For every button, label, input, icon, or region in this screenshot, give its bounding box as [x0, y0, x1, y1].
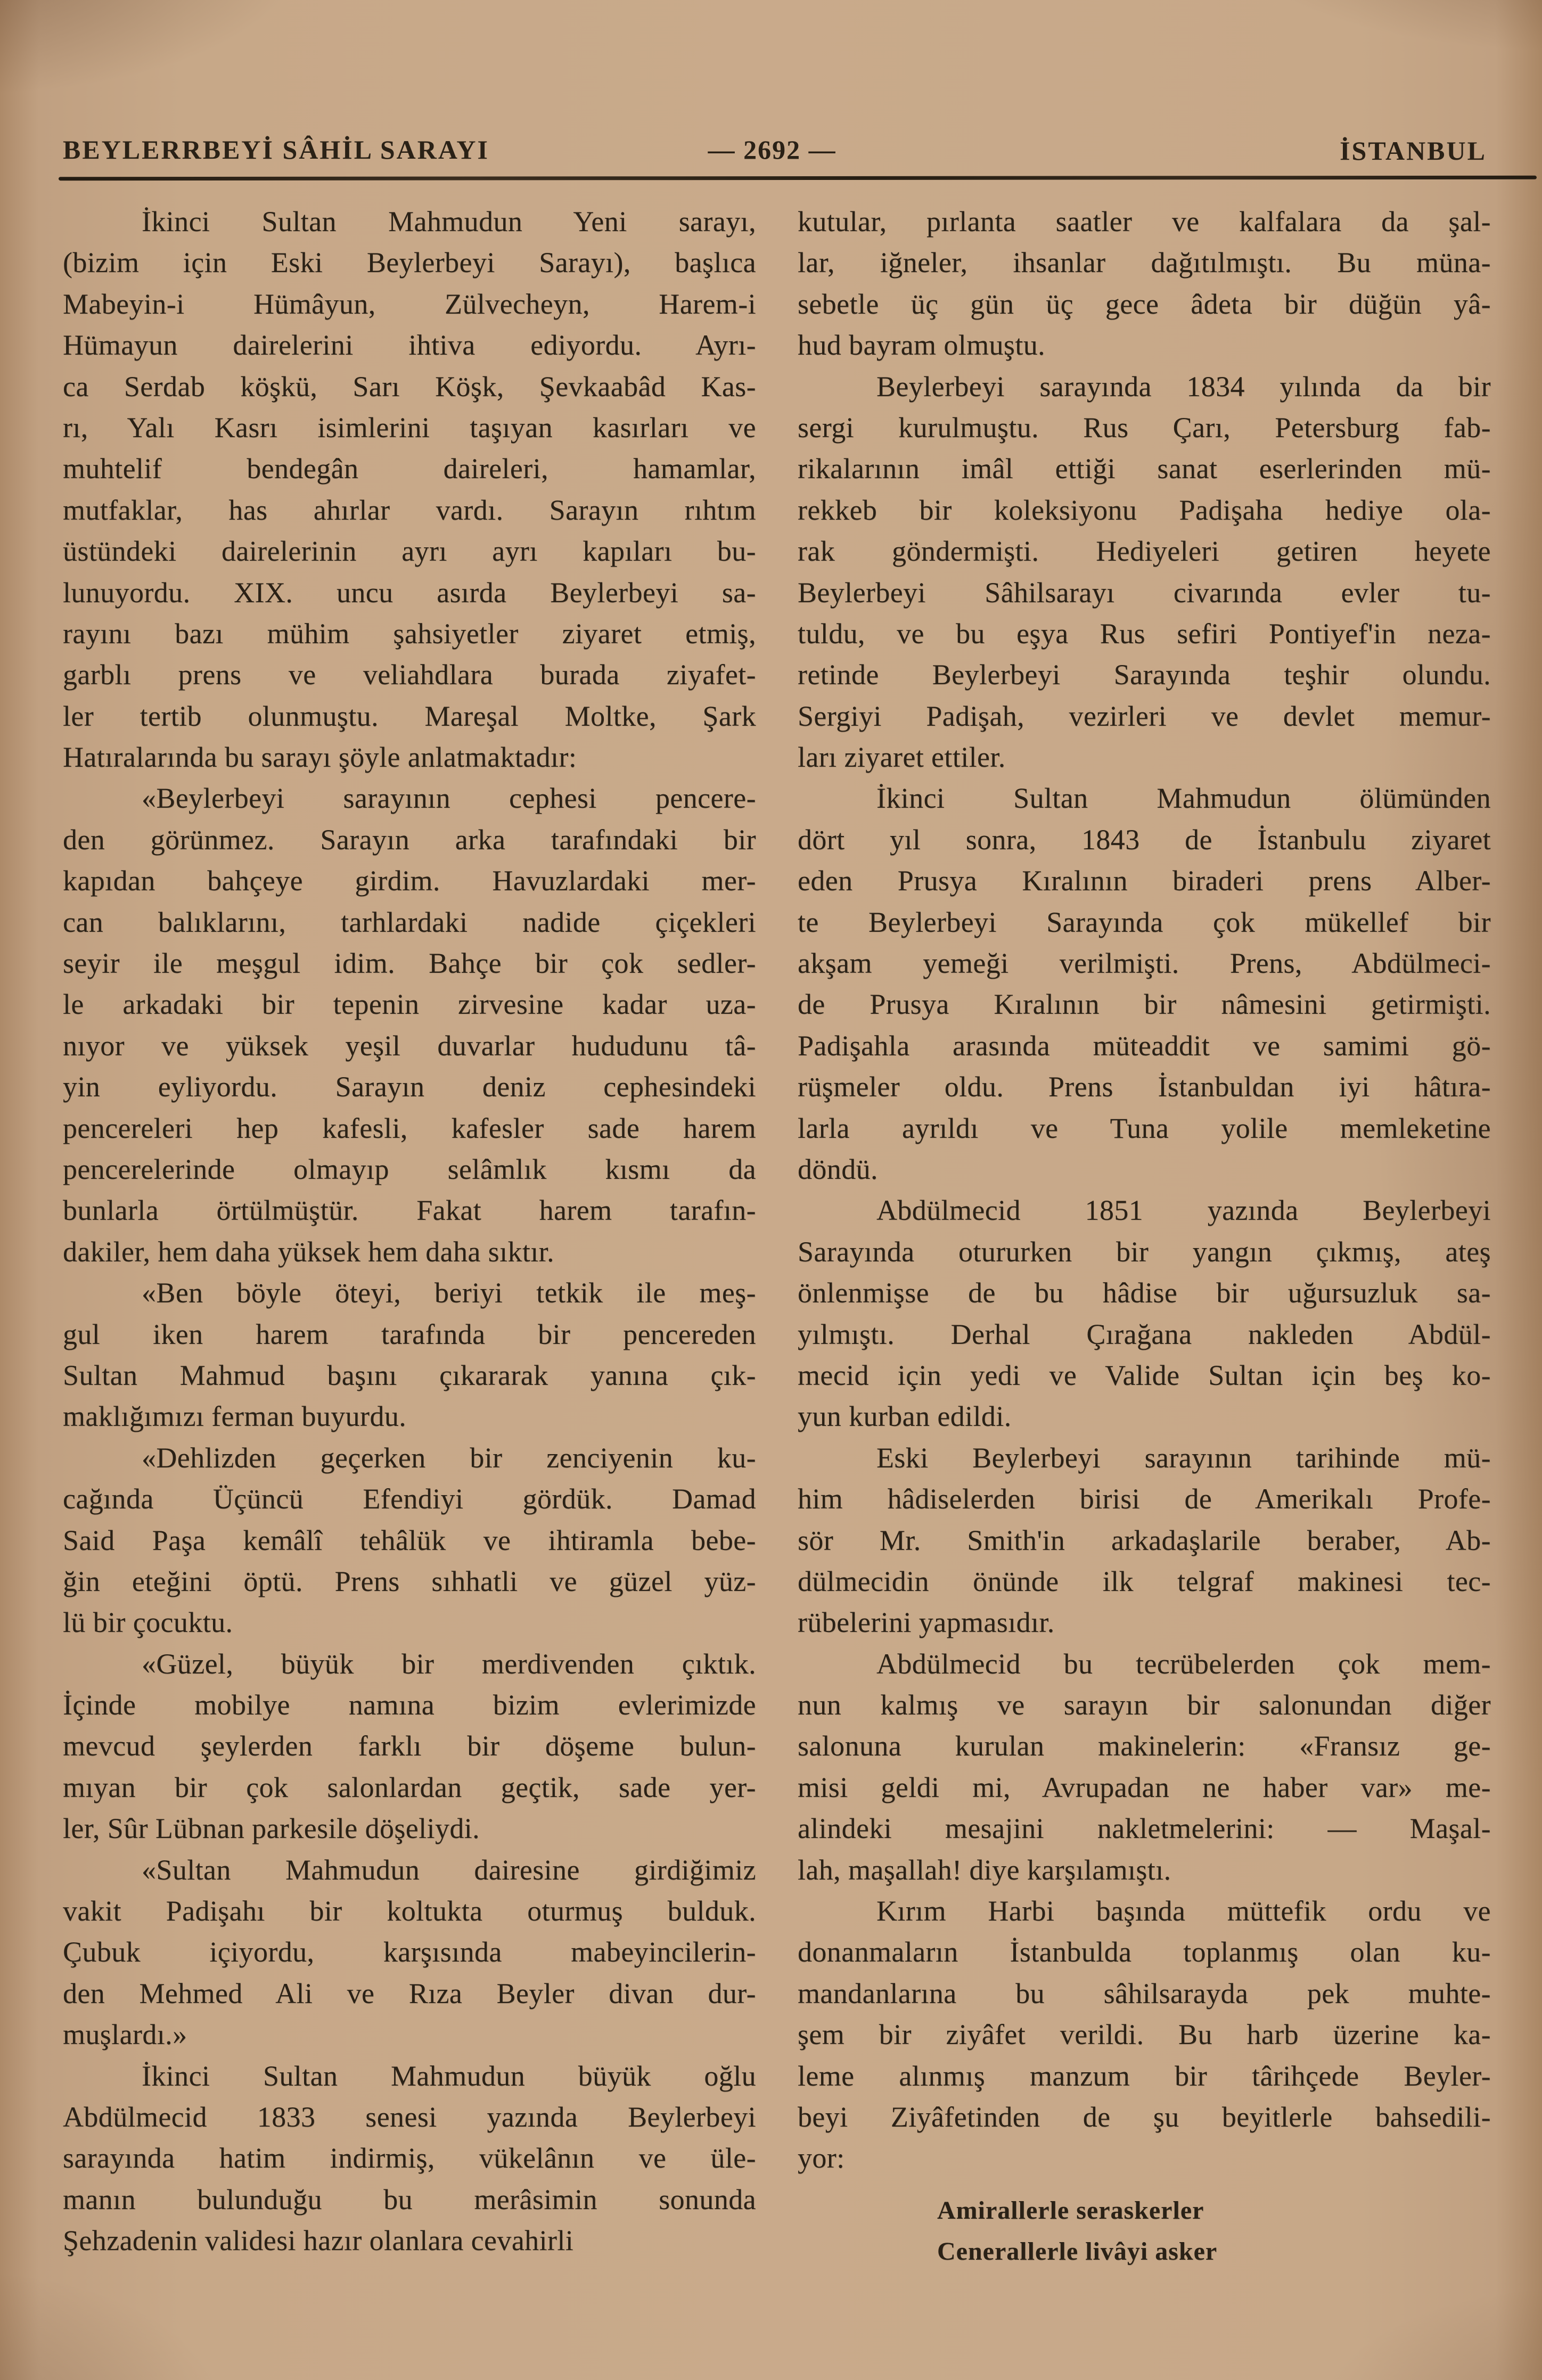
- paragraph: [798, 1190, 1491, 1437]
- paragraph: [63, 1644, 756, 1850]
- text-line: rübelerini yapmasıdır.: [798, 1606, 1055, 1639]
- text-line: misi geldi mi, Avrupadan ne haber var» me-: [798, 1771, 1491, 1803]
- text-line: Padişahla arasında müteaddit ve samimi gö-: [798, 1029, 1491, 1062]
- text-line: Amirallerle seraskerler: [937, 2196, 1204, 2225]
- text-line: döndü.: [798, 1153, 878, 1185]
- text-line: te Beylerbeyi Sarayında çok mükellef bir: [798, 906, 1491, 938]
- text-line: mandanlarına bu sâhilsarayda pek muhte-: [798, 1977, 1491, 2009]
- text-line: Çubuk içiyordu, karşısında mabeyincilerin-: [63, 1936, 756, 1968]
- text-line: lunuyordu. XIX. uncu asırda Beylerbeyi sa-: [63, 576, 756, 609]
- text-line: Şehzadenin validesi hazır olanlara cevahirli: [63, 2225, 574, 2257]
- text-line: İkinci Sultan Mahmudun ölümünden: [876, 782, 1491, 815]
- text-line: tuldu, ve bu eşya Rus sefiri Pontiyef'in neza-: [798, 617, 1491, 650]
- text-line: salonuna kurulan makinelerin: «Fransız ge-: [798, 1730, 1491, 1762]
- text-line: Sarayında otururken bir yangın çıkmış, ateş: [798, 1235, 1491, 1268]
- text-line: gul iken harem tarafında bir pencereden: [63, 1318, 756, 1350]
- text-line: alindeki mesajini nakletmelerini: — Maşal-: [798, 1812, 1491, 1845]
- paragraph: [798, 366, 1491, 778]
- text-line: Abdülmecid 1833 senesi yazında Beylerbeyi: [63, 2100, 756, 2133]
- text-line: Abdülmecid 1851 yazında Beylerbeyi: [876, 1194, 1491, 1227]
- text-line: «Dehlizden geçerken bir zenciyenin ku-: [142, 1441, 756, 1474]
- text-line: pencerelerinde olmayıp selâmlık kısmı da: [63, 1153, 756, 1185]
- text-line: Sergiyi Padişah, vezirleri ve devlet memur-: [798, 700, 1491, 732]
- text-line: Hatıralarında bu sarayı şöyle anlatmaktadır:: [63, 741, 577, 774]
- header-rule: [59, 176, 1537, 180]
- text-line: yun kurban edildi.: [798, 1400, 1012, 1433]
- text-line: Mabeyin-i Hümâyun, Zülvecheyn, Harem-i: [63, 288, 756, 320]
- page-header: [63, 134, 1487, 168]
- paragraph: [798, 1438, 1491, 1644]
- text-line: lü bir çocuktu.: [63, 1606, 233, 1639]
- text-line: dört yıl sonra, 1843 de İstanbulu ziyaret: [798, 823, 1491, 856]
- text-line: muşlardı.»: [63, 2018, 187, 2051]
- text-line: mecid için yedi ve Valide Sultan için beş ko-: [798, 1359, 1491, 1391]
- text-line: üstündeki dairelerinin ayrı ayrı kapıları bu-: [63, 535, 756, 568]
- text-line: yor:: [798, 2142, 845, 2174]
- paragraph: [63, 1438, 756, 1644]
- text-line: sarayında hatim indirmiş, vükelânın ve üle-: [63, 2142, 756, 2174]
- text-line: nun kalmış ve sarayın bir salonundan diğer: [798, 1689, 1491, 1721]
- text-line: beyi Ziyâfetinden de şu beyitlerle bahsedili-: [798, 2100, 1491, 2133]
- paragraph: [63, 1850, 756, 2056]
- text-line: Abdülmecid bu tecrübelerden çok mem-: [876, 1647, 1491, 1680]
- text-line: garblı prens ve veliahdlara burada ziyafet-: [63, 659, 756, 691]
- text-line: manın bulunduğu bu merâsimin sonunda: [63, 2183, 756, 2215]
- text-line: Hümayun dairelerini ihtiva ediyordu. Ayrı-: [63, 329, 756, 362]
- text-line: den Mehmed Ali ve Rıza Beyler divan dur-: [63, 1977, 756, 2009]
- text-line: ler tertib olunmuştu. Mareşal Moltke, Şark: [63, 700, 756, 732]
- text-line: rikalarının imâl ettiği sanat eserlerinden mü-: [798, 453, 1491, 485]
- text-line: rak göndermişti. Hediyeleri getiren heyete: [798, 535, 1491, 568]
- text-line: donanmaların İstanbulda toplanmış olan ku-: [798, 1936, 1491, 1968]
- paragraph: [798, 1644, 1491, 1891]
- text-line: sebetle üç gün üç gece âdeta bir düğün yâ-: [798, 288, 1491, 320]
- text-line: yılmıştı. Derhal Çırağana nakleden Abdül-: [798, 1318, 1491, 1350]
- text-line: ları ziyaret ettiler.: [798, 741, 1006, 774]
- text-line: mevcud şeylerden farklı bir döşeme bulun-: [63, 1730, 756, 1762]
- paragraph: [798, 778, 1491, 1190]
- text-line: larla ayrıldı ve Tuna yolile memleketine: [798, 1112, 1491, 1144]
- text-line: Eski Beylerbeyi sarayının tarihinde mü-: [876, 1441, 1491, 1474]
- article-body: [63, 201, 1491, 2272]
- text-line: leme alınmış manzum bir târihçede Beyler-: [798, 2059, 1491, 2092]
- text-line: önlenmişse de bu hâdise bir uğursuzluk sa-: [798, 1277, 1491, 1309]
- text-line: İkinci Sultan Mahmudun büyük oğlu: [142, 2059, 756, 2092]
- text-line: de Prusya Kıralının bir nâmesini getirmişti.: [798, 988, 1491, 1021]
- text-line: kutular, pırlanta saatler ve kalfalara da şal-: [798, 206, 1491, 237]
- text-line: muhtelif bendegân daireleri, hamamlar,: [63, 453, 756, 485]
- paragraph: [63, 201, 756, 778]
- text-line: rayını bazı mühim şahsiyetler ziyaret etmiş,: [63, 617, 756, 650]
- text-line: hud bayram olmuştu.: [798, 329, 1046, 362]
- page-number: — 2692 —: [708, 135, 836, 165]
- text-line: rüşmeler oldu. Prens İstanbuldan iyi hâtıra-: [798, 1071, 1491, 1103]
- text-line: rekkeb bir koleksiyonu Padişaha hediye ola-: [798, 494, 1491, 526]
- text-line: ca Serdab köşkü, Sarı Köşk, Şevkaabâd Kas-: [63, 370, 756, 403]
- text-line: vakit Padişahı bir koltukta oturmuş bulduk.: [63, 1895, 756, 1927]
- paragraph: [63, 2056, 756, 2262]
- text-line: maklığımızı ferman buyurdu.: [63, 1400, 407, 1433]
- text-line: Kırım Harbi başında müttefik ordu ve: [876, 1895, 1491, 1927]
- text-line: sergi kurulmuştu. Rus Çarı, Petersburg fab-: [798, 411, 1491, 444]
- text-line: mutfaklar, has ahırlar vardı. Sarayın rıhtım: [63, 494, 756, 526]
- text-line: sör Mr. Smith'in arkadaşlarile beraber, Ab-: [798, 1524, 1491, 1556]
- text-line: pencereleri hep kafesli, kafesler sade harem: [63, 1112, 756, 1144]
- text-line: seyir ile meşgul idim. Bahçe bir çok sedler-: [63, 947, 756, 980]
- paragraph: [798, 201, 1491, 366]
- text-line: Beylerbeyi Sâhilsarayı civarında evler tu-: [798, 576, 1491, 609]
- text-line: ğin eteğini öptü. Prens sıhhatli ve güzel yüz-: [63, 1565, 756, 1597]
- text-line: İkinci Sultan Mahmudun Yeni sarayı,: [142, 206, 756, 237]
- text-line: «Beylerbeyi sarayının cephesi pencere-: [142, 782, 756, 815]
- paragraph: [798, 1891, 1491, 2179]
- text-line: dakiler, hem daha yüksek hem daha sıktır.: [63, 1235, 554, 1268]
- text-line: «Sultan Mahmudun dairesine girdiğimiz: [142, 1853, 756, 1886]
- text-line: him hâdiselerden birisi de Amerikalı Profe-: [798, 1483, 1491, 1515]
- text-line: nıyor ve yüksek yeşil duvarlar hududunu tâ-: [63, 1029, 756, 1062]
- text-line: lah, maşallah! diye karşılamıştı.: [798, 1853, 1171, 1886]
- running-title-right: İSTANBUL: [1340, 136, 1487, 166]
- text-line: (bizim için Eski Beylerbeyi Sarayı), başlıca: [63, 247, 756, 279]
- right-column: [798, 201, 1491, 2272]
- text-line: retinde Beylerbeyi Sarayında teşhir olundu.: [798, 659, 1491, 691]
- text-line: le arkadaki bir tepenin zirvesine kadar uza-: [63, 988, 756, 1021]
- text-line: Sultan Mahmud başını çıkararak yanına çık-: [63, 1359, 756, 1391]
- left-column: [63, 201, 756, 2272]
- text-line: den görünmez. Sarayın arka tarafındaki bir: [63, 823, 756, 856]
- paragraph: [63, 1273, 756, 1438]
- text-line: kapıdan bahçeye girdim. Havuzlardaki mer-: [63, 865, 756, 897]
- text-line: «Ben böyle öteyi, beriyi tetkik ile meş-: [142, 1277, 756, 1309]
- text-line: Beylerbeyi sarayında 1834 yılında da bir: [876, 370, 1491, 403]
- running-title-left: BEYLERRBEYİ SÂHİL SARAYI: [63, 135, 489, 165]
- text-line: can balıklarını, tarhlardaki nadide çiçekleri: [63, 906, 756, 938]
- text-line: mıyan bir çok salonlardan geçtik, sade yer-: [63, 1771, 756, 1803]
- paragraph: [63, 778, 756, 1273]
- text-line: eden Prusya Kıralının biraderi prens Alber-: [798, 865, 1491, 897]
- text-line: lar, iğneler, ihsanlar dağıtılmıştı. Bu müna-: [798, 247, 1491, 279]
- text-line: rı, Yalı Kasrı isimlerini taşıyan kasırları ve: [63, 411, 756, 444]
- text-line: ler, Sûr Lübnan parkesile döşeliydi.: [63, 1812, 480, 1845]
- text-line: bunlarla örtülmüştür. Fakat harem tarafın-: [63, 1194, 756, 1227]
- text-line: şem bir ziyâfet verildi. Bu harb üzerine ka-: [798, 2018, 1491, 2051]
- text-line: İçinde mobilye namına bizim evlerimizde: [63, 1689, 756, 1721]
- text-line: Cenerallerle livâyi asker: [937, 2237, 1218, 2266]
- text-line: «Güzel, büyük bir merdivenden çıktık.: [142, 1647, 756, 1680]
- text-line: cağında Üçüncü Efendiyi gördük. Damad: [63, 1483, 756, 1515]
- verse-paragraph: [798, 2190, 1491, 2272]
- text-line: akşam yemeği verilmişti. Prens, Abdülmeci-: [798, 947, 1491, 980]
- text-line: Said Paşa kemâlî tehâlük ve ihtiramla bebe-: [63, 1524, 756, 1556]
- text-line: dülmecidin önünde ilk telgraf makinesi tec-: [798, 1565, 1491, 1597]
- text-line: yin eyliyordu. Sarayın deniz cephesindeki: [63, 1071, 756, 1103]
